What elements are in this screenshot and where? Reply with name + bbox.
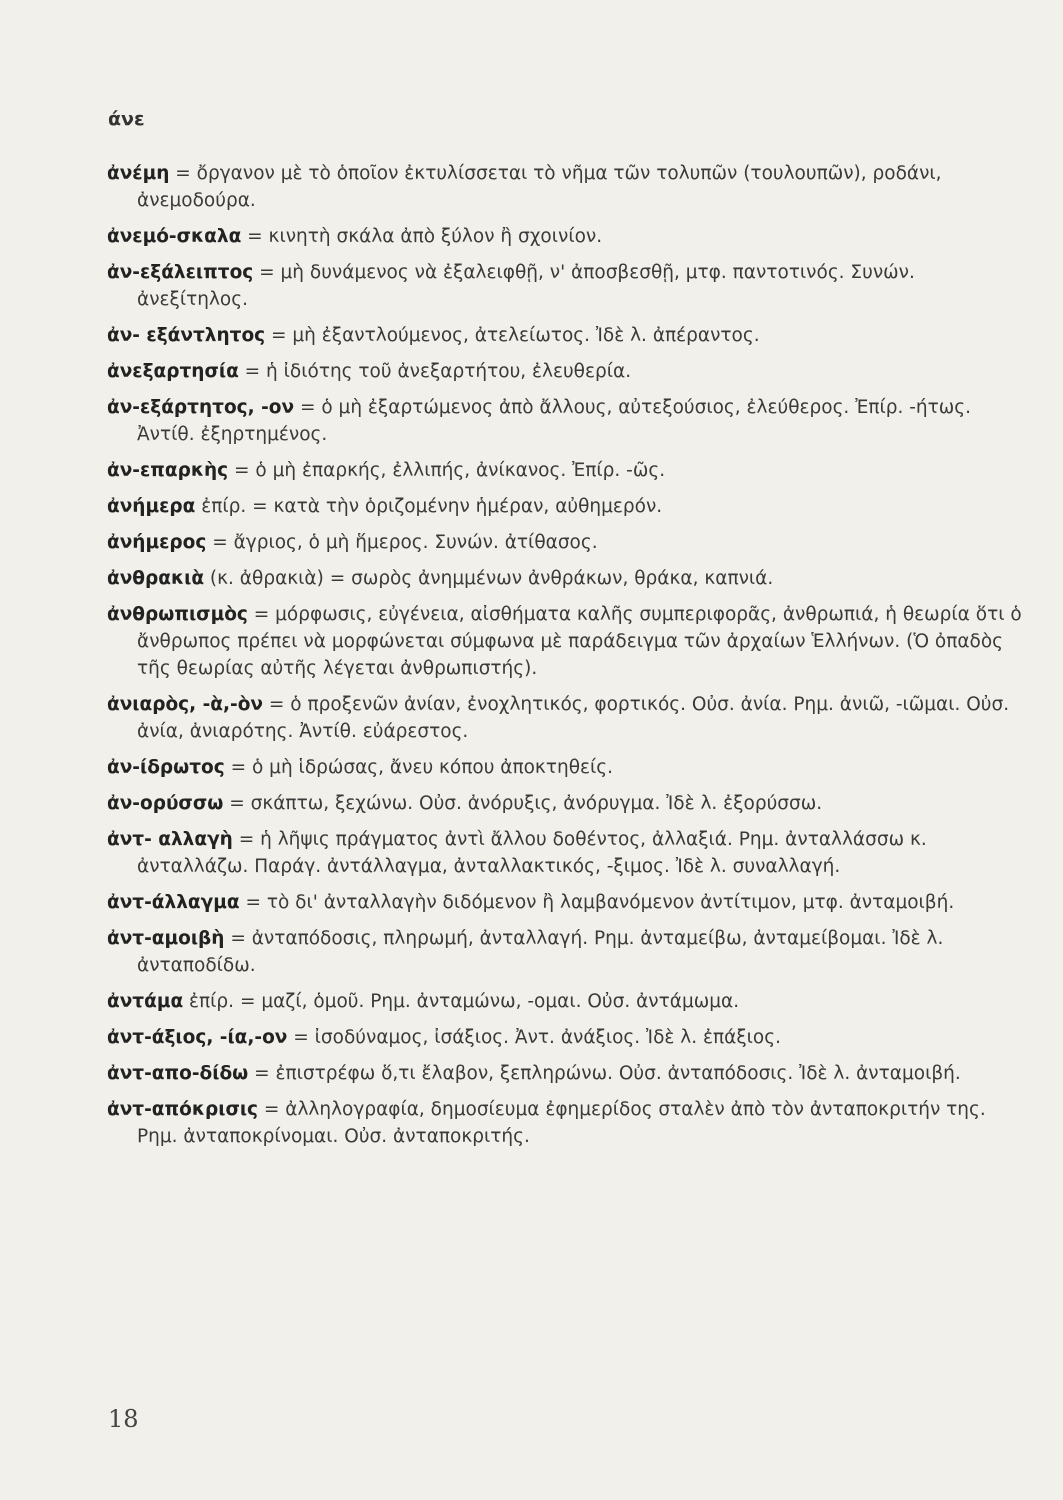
headword: ἀντάμα [107,991,184,1012]
definition: = ἀλληλογραφία, δημοσίευμα ἐφημερίδος σταλὲν ἀπὸ τὸν ἀνταποκριτήν της. Ρημ. ἀνταποκρίνομαι. Οὐσ. ἀνταποκριτής. [137,1099,992,1147]
headword: ἀνθρωπισμὸς [107,604,248,625]
headword: ἀνήμερος [107,532,207,553]
dictionary-entry [107,223,1027,250]
running-header: άνε [108,108,145,130]
headword: ἀν-επαρκὴς [107,460,229,481]
headword: ἀν-ίδρωτος [107,757,225,778]
headword: ἀνήμερα [107,496,196,517]
headword: ἀν-εξάρτητος, -ον [107,397,295,418]
dictionary-entry [107,790,1027,817]
dictionary-entry [107,529,1027,556]
dictionary-entry [107,457,1027,484]
headword: ἀν- εξάντλητος [107,325,266,346]
headword: ἀντ- αλλαγὴ [107,829,233,850]
definition: ἐπίρ. = μαζί, ὁμοῦ. Ρημ. ἀνταμώνω, -ομαι. Οὐσ. ἀντάμωμα. [183,991,740,1012]
definition: = ἡ ἰδιότης τοῦ ἀνεξαρτήτου, ἐλευθερία. [238,361,632,382]
dictionary-entry [107,601,1027,682]
definition: = ὁ προξενῶν ἀνίαν, ἐνοχλητικός, φορτικός. Οὐσ. ἀνία. Ρημ. ἀνιῶ, -ιῶμαι. Οὐσ. ἀνία, ἀνιαρότης. Ἀντίθ. εὐάρεστος. [137,694,1016,742]
headword: ἀντ-απο-δίδω [107,1063,249,1084]
definition: = ἐπιστρέφω ὅ,τι ἔλαβον, ξεπληρώνω. Οὐσ. ἀνταπόδοσις. Ἰδὲ λ. ἀνταμοιβή. [248,1063,961,1084]
headword: ἀντ-απόκρισις [107,1099,259,1120]
dictionary-entry [107,826,1027,880]
headword: ἀντ-άξιος, -ία,-ον [107,1027,288,1048]
definition: = ἰσοδύναμος, ἰσάξιος. Ἀντ. ἀνάξιος. Ἰδὲ λ. ἐπάξιος. [287,1027,781,1048]
definition: = κινητὴ σκάλα ἀπὸ ξύλον ἢ σχοινίον. [241,226,603,247]
definition: = ὁ μὴ ἐπαρκής, ἐλλιπής, ἀνίκανος. Ἐπίρ. -ῶς. [228,460,666,481]
dictionary-entry [107,925,1027,979]
headword: ἀντ-αμοιβὴ [107,928,225,949]
entry-list [107,160,1027,1159]
dictionary-entry [107,691,1027,745]
dictionary-entry [107,358,1027,385]
definition: = ἡ λῆψις πράγματος ἀντὶ ἄλλου δοθέντος, ἀλλαξιά. Ρημ. ἀνταλλάσσω κ. ἀνταλλάζω. Παράγ. ἀντάλλαγμα, ἀνταλλακτικός, -ξιμος. Ἰδὲ λ. συναλλαγή. [137,829,933,877]
definition: (κ. ἀθρακιὰ) = σωρὸς ἀνημμένων ἀνθράκων, θράκα, καπνιά. [204,568,774,589]
definition: = ἀνταπόδοσις, πληρωμή, ἀνταλλαγή. Ρημ. ἀνταμείβω, ἀνταμείβομαι. Ἰδὲ λ. ἀνταποδίδω. [137,928,950,976]
headword: ἀν-ορύσσω [107,793,224,814]
definition: = σκάπτω, ξεχώνω. Οὐσ. ἀνόρυξις, ἀνόρυγμα. Ἰδὲ λ. ἐξορύσσω. [223,793,823,814]
dictionary-entry [107,1096,1027,1150]
dictionary-entry [107,493,1027,520]
dictionary-entry [107,394,1027,448]
headword: ἀνθρακιὰ [107,568,205,589]
headword: ἀντ-άλλαγμα [107,892,240,913]
dictionary-entry [107,889,1027,916]
definition: ἐπίρ. = κατὰ τὴν ὁριζομένην ἡμέραν, αὐθημερόν. [195,496,663,517]
definition: = τὸ δι' ἀνταλλαγὴν διδόμενον ἢ λαμβανόμενον ἀντίτιμον, μτφ. ἀνταμοιβή. [239,892,955,913]
headword: ἀνιαρὸς, -ὰ,-ὸν [107,694,264,715]
dictionary-entry [107,322,1027,349]
headword: ἀνεξαρτησία [107,361,239,382]
dictionary-entry [107,160,1027,214]
definition: = ὁ μὴ ἱδρώσας, ἄνευ κόπου ἀποκτηθείς. [224,757,614,778]
dictionary-entry [107,1024,1027,1051]
headword: ἀνέμη [107,163,170,184]
dictionary-entry [107,1060,1027,1087]
dictionary-entry [107,988,1027,1015]
headword: ἀνεμό-σκαλα [107,226,242,247]
definition: = ἄγριος, ὁ μὴ ἥμερος. Συνών. ἀτίθασος. [206,532,598,553]
definition: = ὁ μὴ ἐξαρτώμενος ἀπὸ ἄλλους, αὐτεξούσιος, ἐλεύθερος. Ἐπίρ. -ήτως. Ἀντίθ. ἐξηρτημένος. [137,397,977,445]
definition: = μόρφωσις, εὐγένεια, αἰσθήματα καλῆς συμπεριφορᾶς, ἀνθρωπιά, ἡ θεωρία ὅτι ὁ ἄνθρωπος πρέπει νὰ μορφώνεται σύμφωνα μὲ παράδειγμα τῶν ἀρχαίων Ἑλλήνων. (Ὁ ὀπαδὸς τῆς θεωρίας αὐτῆς λέγεται ἀνθρωπιστής). [137,604,1028,679]
dictionary-entry [107,565,1027,592]
page-number: 18 [108,1405,139,1433]
dictionary-entry [107,259,1027,313]
definition: = ὄργανον μὲ τὸ ὁποῖον ἐκτυλίσσεται τὸ νῆμα τῶν τολυπῶν (τουλουπῶν), ροδάνι, ἀνεμοδούρα. [137,163,948,211]
definition: = μὴ δυνάμενος νὰ ἐξαλειφθῇ, ν' ἀποσβεσθῇ, μτφ. παντοτινός. Συνών. ἀνεξίτηλος. [137,262,921,310]
headword: ἀν-εξάλειπτος [107,262,254,283]
definition: = μὴ ἐξαντλούμενος, ἀτελείωτος. Ἰδὲ λ. ἀπέραντος. [265,325,760,346]
dictionary-entry [107,754,1027,781]
